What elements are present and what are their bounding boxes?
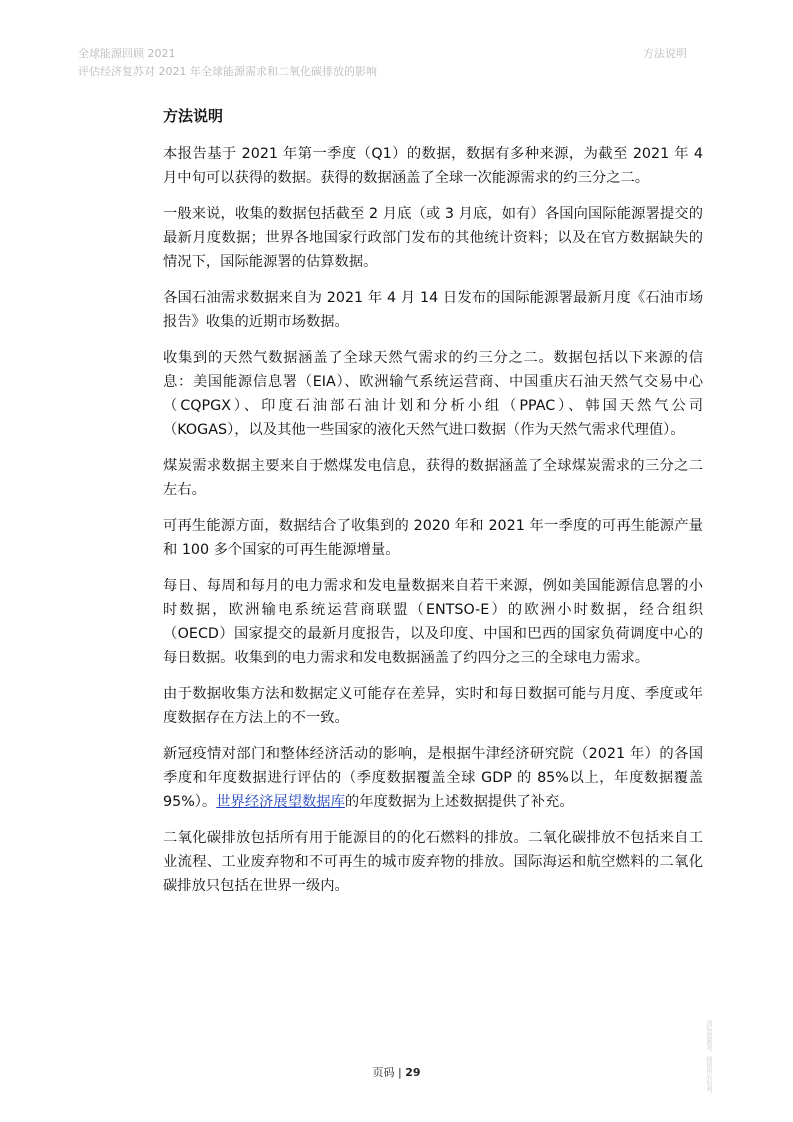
paragraph-oil-demand: 各国石油需求数据来自为 2021 年 4 月 14 日发布的国际能源署最新月度《石油市场报告》收集的近期市场数据。: [163, 290, 703, 330]
paragraph-method-differences: 由于数据收集方法和数据定义可能存在差异，实时和每日数据可能与月度、季度或年度数据存在方法上的不一致。: [163, 686, 703, 726]
page-label: 页码 |: [372, 1066, 406, 1079]
covid-text-after: 的年度数据为上述数据提供了补充。: [344, 794, 574, 810]
paragraph-electricity: 每日、每周和每月的电力需求和发电量数据来自若干来源，例如美国能源信息署的小时数据，欧洲输电系统运营商联盟（ENTSO-E）的欧洲小时数据，经合组织（OECD）国家提交的最新月度报告，以及印度、中国和巴西的国家负荷调度中心的每日数据。收集到的电力需求和发电数据涵盖了约四分之三的全球电力需求。: [163, 578, 703, 666]
paragraph-data-basis: 本报告基于 2021 年第一季度（Q1）的数据，数据有多种来源，为截至 2021 年 4 月中旬可以获得的数据。获得的数据涵盖了全球一次能源需求的约三分之二。: [163, 146, 703, 186]
paragraph-covid-impact: [163, 742, 703, 814]
page-number: 29: [405, 1066, 421, 1079]
copyright-note: 国际能源署。保留所有权利。: [705, 1020, 712, 1098]
section-title: 方法说明: [163, 107, 224, 125]
paragraph-data-collection: 一般来说，收集的数据包括截至 2 月底（或 3 月底，如有）各国向国际能源署提交的最新月度数据；世界各地国家行政部门发布的其他统计资料；以及在官方数据缺失的情况下，国际能源署的估算数据。: [163, 206, 703, 270]
covid-text-before: 新冠疫情对部门和整体经济活动的影响，是根据牛津经济研究院（2021 年）的各国季度和年度数据进行评估的（季度数据覆盖全球 GDP 的 85%以上，年度数据覆盖 95%）。: [163, 746, 703, 810]
main-content: [163, 104, 703, 910]
paragraph-renewables: 可再生能源方面，数据结合了收集到的 2020 年和 2021 年一季度的可再生能源产量和 100 多个国家的可再生能源增量。: [163, 518, 703, 558]
paragraph-co2-emissions: 二氧化碳排放包括所有用于能源目的的化石燃料的排放。二氧化碳排放不包括来自工业流程、工业废弃物和不可再生的城市废弃物的排放。国际海运和航空燃料的二氧化碳排放只包括在世界一级内。: [163, 830, 703, 894]
paragraph-coal-demand: 煤炭需求数据主要来自于燃煤发电信息，获得的数据涵盖了全球煤炭需求的三分之二左右。: [163, 458, 703, 498]
paragraph-gas-data: 收集到的天然气数据涵盖了全球天然气需求的约三分之二。数据包括以下来源的信息：美国能源信息署（EIA）、欧洲输气系统运营商、中国重庆石油天然气交易中心（CQPGX）、印度石油部石油计划和分析小组（PPAC）、韩国天然气公司（KOGAS），以及其他一些国家的液化天然气进口数据（作为天然气需求代理值）。: [163, 350, 703, 438]
page-footer: [0, 1064, 793, 1080]
weo-database-link[interactable]: 世界经济展望数据库: [216, 794, 345, 810]
header-section-name: 方法说明: [643, 47, 687, 60]
header-report-title: 全球能源回顾 2021: [78, 47, 176, 60]
header-report-subtitle: 评估经济复苏对 2021 年全球能源需求和二氧化碳排放的影响: [78, 65, 377, 78]
